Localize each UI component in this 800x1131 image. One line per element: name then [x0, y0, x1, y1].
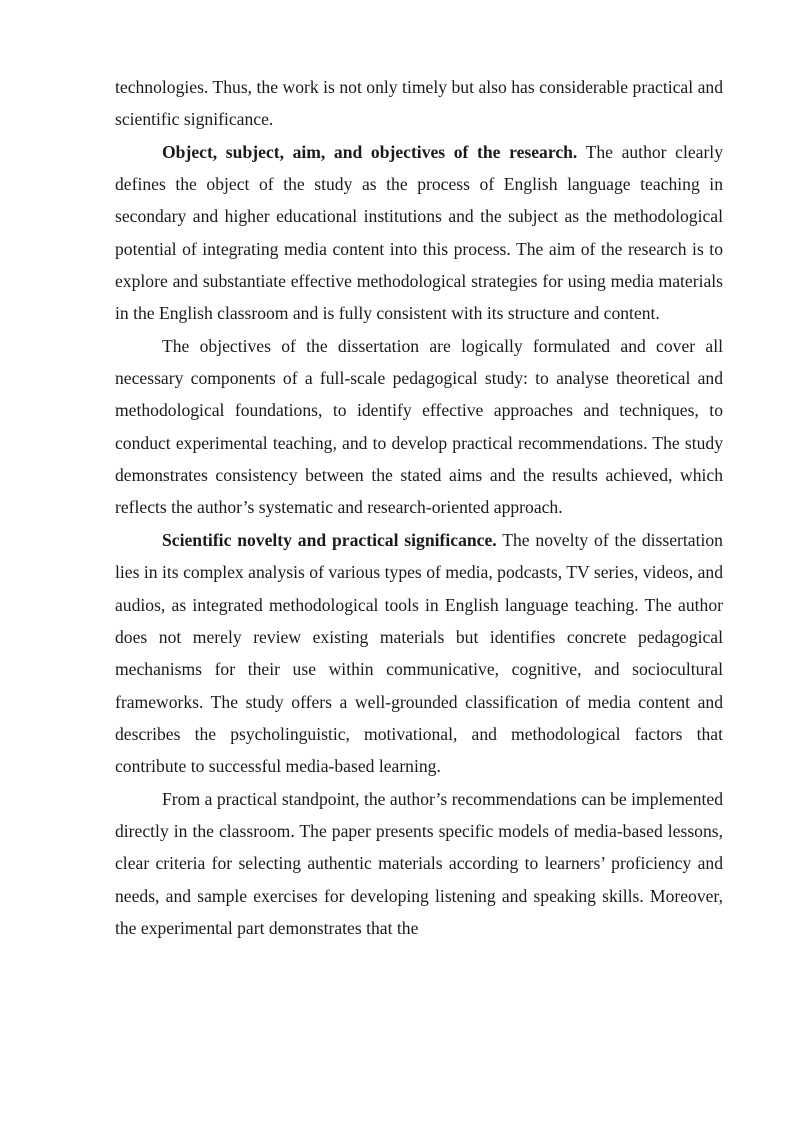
paragraph-research-objectives	[115, 136, 723, 330]
run-in-heading: Object, subject, aim, and objectives of the research.	[162, 141, 578, 162]
paragraph-text: technologies. Thus, the work is not only timely but also has considerable practical and scientific significance.	[115, 77, 723, 130]
paragraph-continuation	[115, 71, 723, 136]
paragraph-text: From a practical standpoint, the author’s recommendations can be implemented directly in the classroom. The paper presents specific models of media-based lessons, clear criteria for selecting authentic materials according to learners’ proficiency and needs, and sample exercises for developing listening and speaking skills. Moreover, the experimental part demonstrates that the	[115, 788, 723, 938]
paragraph-novelty	[115, 524, 723, 783]
paragraph-objectives-detail	[115, 330, 723, 524]
document-page	[115, 71, 723, 944]
paragraph-text: The novelty of the dissertation lies in its complex analysis of various types of media, podcasts, TV series, videos, and audios, as integrated methodological tools in English language teaching. The author does not merely review existing materials but identifies concrete pedagogical mechanisms for their use within communicative, cognitive, and sociocultural frameworks. The study offers a well-grounded classification of media content and describes the psycholinguistic, motivational, and methodological factors that contribute to successful media-based learning.	[115, 529, 723, 777]
run-in-heading: Scientific novelty and practical significance.	[162, 529, 497, 550]
paragraph-text: The author clearly defines the object of the study as the process of English language teaching in secondary and higher educational institutions and the subject as the methodological potential of integrating media content into this process. The aim of the research is to explore and substantiate effective methodological strategies for using media materials in the English classroom and is fully consistent with its structure and content.	[115, 141, 723, 324]
paragraph-text: The objectives of the dissertation are logically formulated and cover all necessary components of a full-scale pedagogical study: to analyse theoretical and methodological foundations, to identify effective approaches and techniques, to conduct experimental teaching, and to develop practical recommendations. The study demonstrates consistency between the stated aims and the results achieved, which reflects the author’s systematic and research-oriented approach.	[115, 335, 723, 518]
paragraph-practical-significance	[115, 783, 723, 945]
